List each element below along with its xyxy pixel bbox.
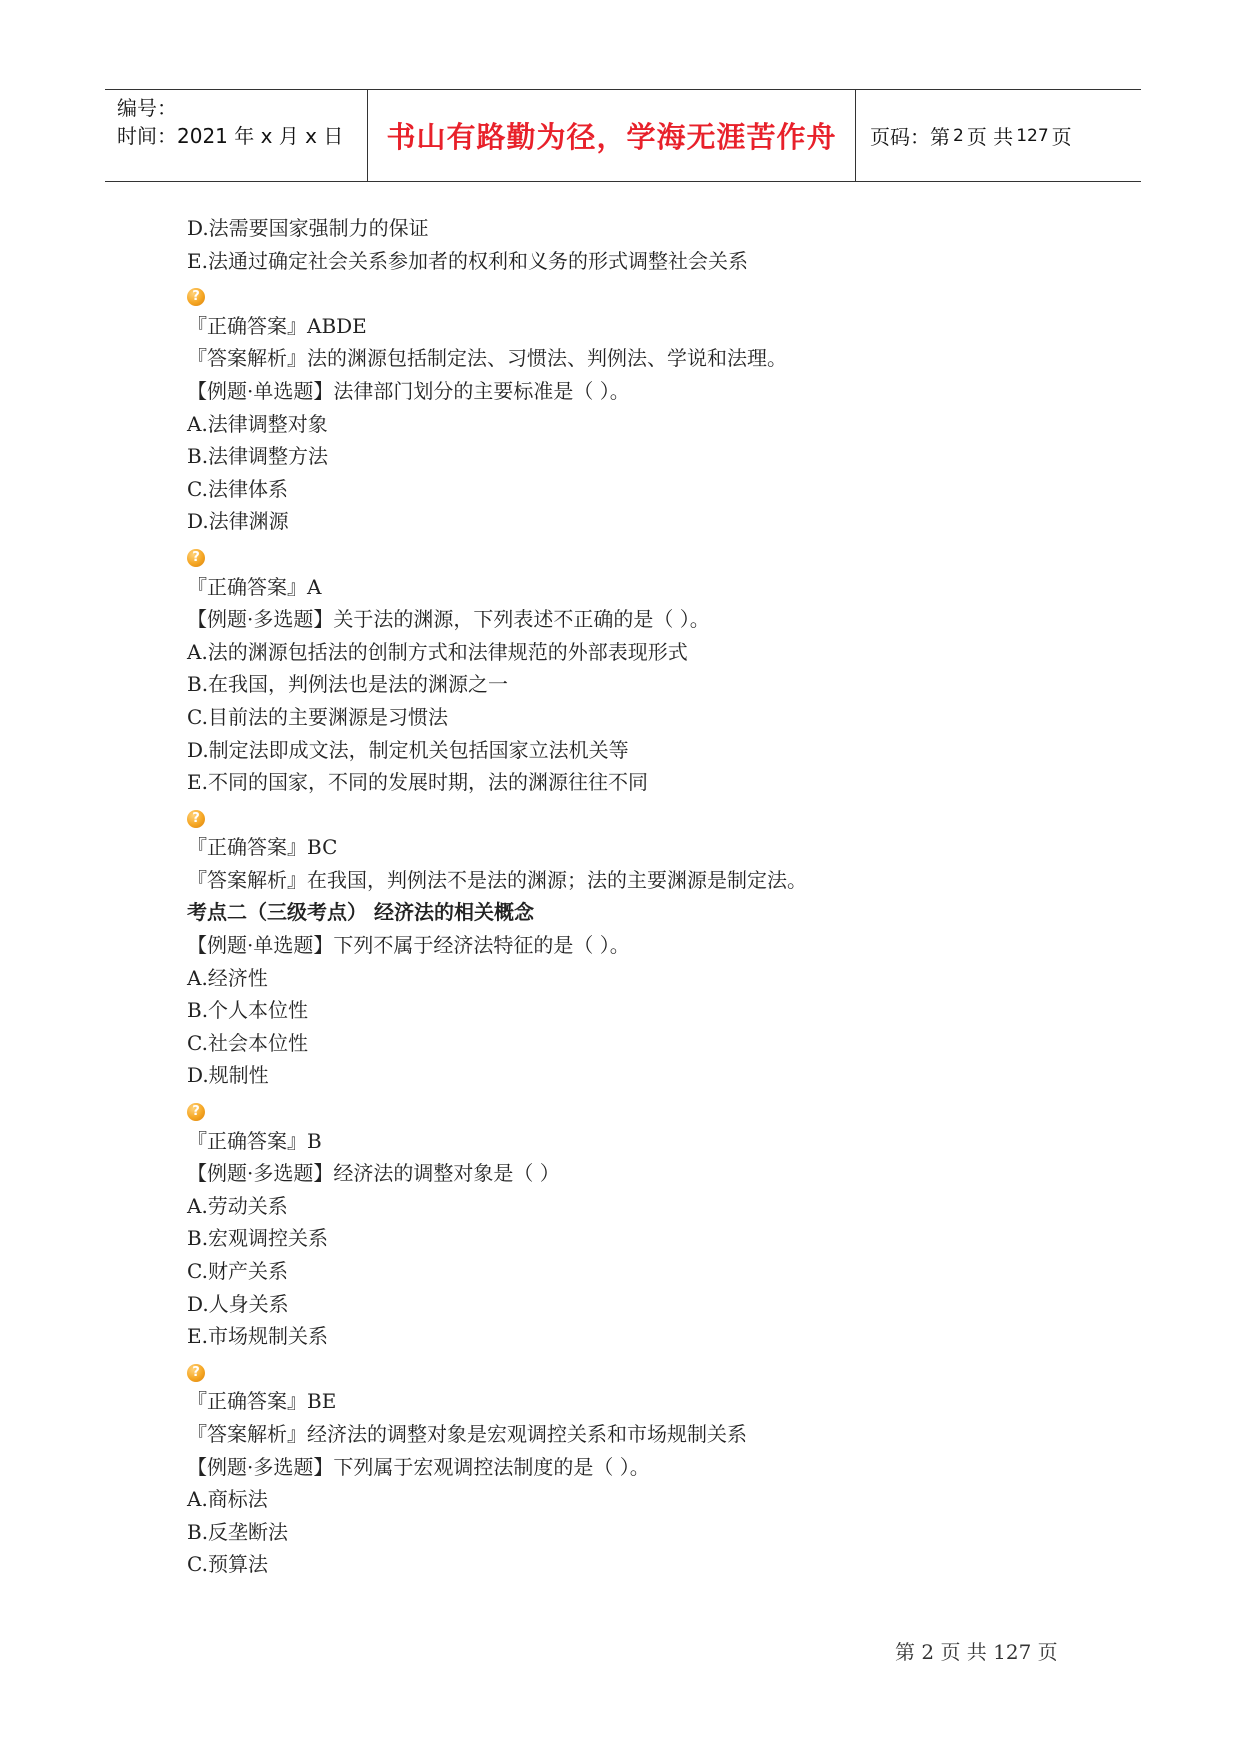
option-line: D.法需要国家强制力的保证 <box>187 216 429 240</box>
option-line: A.法的渊源包括法的创制方式和法律规范的外部表现形式 <box>187 639 688 664</box>
page-header <box>105 89 1141 182</box>
option-line: B.个人本位性 <box>187 998 309 1023</box>
answer-line: 『正确答案』BC <box>187 835 338 860</box>
page-footer: 第 2 页 共 127 页 <box>895 1640 1058 1664</box>
option-line: C.预算法 <box>187 1552 268 1577</box>
option-line: B.在我国，判例法也是法的渊源之一 <box>187 672 509 697</box>
time-label: 时间：2021 年 x 月 x 日 <box>117 124 344 148</box>
page-prefix: 页码：第 <box>870 125 950 149</box>
option-line: B.法律调整方法 <box>187 444 329 469</box>
question-line: 【例题·单选题】法律部门划分的主要标准是（ ）。 <box>187 378 630 403</box>
document-body <box>187 212 1087 1581</box>
serial-label: 编号： <box>117 96 177 120</box>
option-line: C.财产关系 <box>187 1259 288 1283</box>
question-mark-icon[interactable]: ? <box>187 1364 205 1382</box>
page-suffix: 页 <box>1051 125 1072 149</box>
answer-line: 『正确答案』BE <box>187 1389 337 1414</box>
option-line: D.规制性 <box>187 1063 269 1088</box>
option-line: D.人身关系 <box>187 1291 289 1316</box>
question-line: 【例题·多选题】关于法的渊源，下列表述不正确的是（ ）。 <box>187 607 710 632</box>
option-line: A.商标法 <box>187 1487 268 1512</box>
option-line: D.制定法即成文法，制定机关包括国家立法机关等 <box>187 737 629 762</box>
header-motto: 书山有路勤为径，学海无涯苦作舟 <box>368 90 856 181</box>
page-total: 127 <box>1016 125 1049 146</box>
page-number: 2 <box>953 125 964 146</box>
explanation-line: 『答案解析』在我国，判例法不是法的渊源；法的主要渊源是制定法。 <box>187 867 807 892</box>
page-mid: 页 共 <box>966 125 1014 149</box>
question-line: 【例题·多选题】下列属于宏观调控法制度的是（ ）。 <box>187 1454 650 1479</box>
question-mark-icon[interactable]: ? <box>187 288 205 306</box>
question-line: 【例题·多选题】经济法的调整对象是（ ） <box>187 1161 560 1186</box>
question-line: 【例题·单选题】下列不属于经济法特征的是（ ）。 <box>187 933 630 958</box>
question-mark-icon[interactable]: ? <box>187 1103 205 1121</box>
option-line: D.法律渊源 <box>187 509 289 534</box>
option-line: A.法律调整对象 <box>187 411 328 436</box>
option-line: C.目前法的主要渊源是习惯法 <box>187 704 448 729</box>
answer-line: 『正确答案』ABDE <box>187 313 367 338</box>
answer-line: 『正确答案』A <box>187 574 322 599</box>
option-line: E.不同的国家，不同的发展时期，法的渊源往往不同 <box>187 770 648 795</box>
option-line: E.市场规制关系 <box>187 1324 328 1349</box>
option-line: C.社会本位性 <box>187 1030 308 1055</box>
explanation-line: 『答案解析』经济法的调整对象是宏观调控关系和市场规制关系 <box>187 1421 747 1446</box>
option-line: B.反垄断法 <box>187 1519 289 1544</box>
option-line: A.经济性 <box>187 965 268 990</box>
header-page-info <box>856 90 1141 181</box>
option-line: C.法律体系 <box>187 476 288 501</box>
section-heading: 考点二（三级考点） 经济法的相关概念 <box>187 900 534 925</box>
answer-line: 『正确答案』B <box>187 1128 322 1153</box>
explanation-line: 『答案解析』法的渊源包括制定法、习惯法、判例法、学说和法理。 <box>187 346 787 371</box>
option-line: E.法通过确定社会关系参加者的权利和义务的形式调整社会关系 <box>187 248 748 273</box>
question-mark-icon[interactable]: ? <box>187 810 205 828</box>
header-meta <box>105 90 368 181</box>
option-line: A.劳动关系 <box>187 1193 288 1218</box>
question-mark-icon[interactable]: ? <box>187 549 205 567</box>
option-line: B.宏观调控关系 <box>187 1226 329 1251</box>
